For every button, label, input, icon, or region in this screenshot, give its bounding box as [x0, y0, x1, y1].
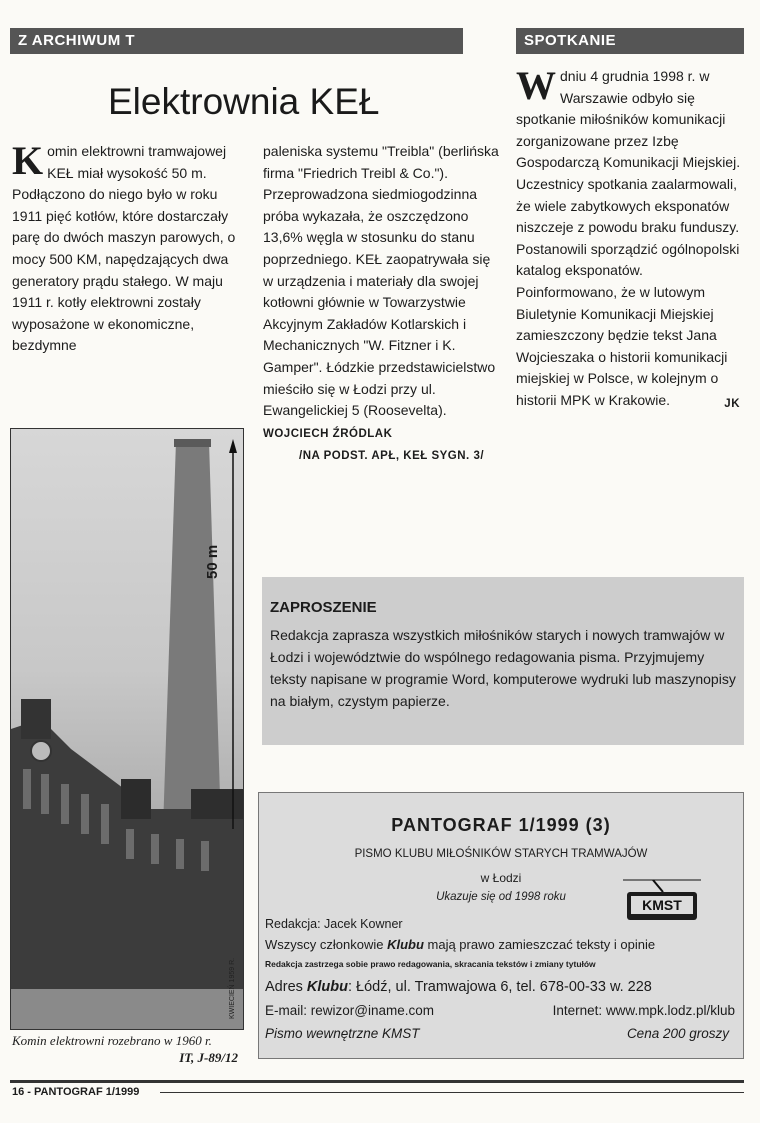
masthead-city: w Łodzi [480, 871, 522, 885]
masthead-price: Cena 200 groszy [626, 1026, 729, 1041]
chimney-photo [10, 428, 244, 1030]
meeting-text-1: dniu 4 grudnia 1998 r. w Warszawie odbyło się spotkanie miłośników komunikacji zorganizowane przez Izbę Gospodarczą Komunikacji Miejskiej. [516, 68, 741, 171]
section-header-meeting [516, 28, 744, 54]
meeting-text-2: Uczestnicy spotkania zaalarmowali, że wiele zabytkowych eksponatów niszczeje z powodu braku funduszy. Postanowili sporządzić ogólnopolski katalog eksponatów. Poinformowano, że w lutowym Biuletynie Komunikacji Miejskiej zamieszczony będzie tekst Jana Wojcieszaka o historii komunikacji miejskiej w Polsce, w kolejnym o historii MPK w Krakowie. [516, 175, 740, 408]
chimney-top [174, 439, 211, 447]
masthead-subtitle: PISMO KLUBU MIŁOŚNIKÓW STARYCH TRAMWAJÓW [354, 848, 648, 860]
article-title: Elektrownia KEŁ [108, 81, 380, 122]
section-header-meeting-label: SPOTKANIE [524, 32, 617, 49]
factory-clock [31, 741, 51, 761]
invitation-title: ZAPROSZENIE [270, 599, 377, 616]
invitation-box [262, 577, 744, 745]
article-column-2 [263, 141, 503, 468]
article-source: /NA PODST. APŁ, KEŁ SYGN. 3/ [299, 450, 485, 463]
masthead-members [265, 937, 655, 952]
masthead-members-b: mają prawo zamieszczać teksty i opinie [423, 937, 656, 952]
dropcap-w: W [516, 63, 556, 108]
masthead-address-a: Adres [265, 979, 307, 995]
ground [11, 989, 243, 1029]
article-author: WOJCIECH ŹRÓDLAK [263, 427, 393, 440]
masthead-internal: Pismo wewnętrzne KMST [265, 1026, 420, 1041]
section-header-archive-label: Z ARCHIWUM T [18, 32, 136, 49]
masthead-rights: Redakcja zastrzega sobie prawo redagowania, skracania tekstów i zmiany tytułów [265, 959, 596, 969]
section-header-archive [10, 28, 463, 54]
masthead-address-club: Klubu [306, 979, 348, 995]
factory-block [121, 779, 151, 819]
invitation-text: Redakcja zaprasza wszystkich miłośników starych i nowych tramwajów w Łodzi i województwie do wspólnego redagowania pisma. Przyjmujemy teksty napisane w programie Word, komputerowe wydruki lub maszynopisy na białym, czystym papierze. [270, 627, 736, 709]
masthead-title: PANTOGRAF 1/1999 (3) [391, 815, 611, 835]
masthead-address [265, 979, 652, 995]
article-col2-text: paleniska systemu "Treibla" (berlińska firma "Friedrich Treibl & Co."). Przeprowadzona siedmiogodzinna próba wykazała, że oszczędzono 13,6% węgla w stosunku do stanu poprzedniego. KEŁ zaopatrywała się w urządzenia i materiały dla swojej kotłowni głównie w Towarzystwie Akcyjnym Zakładów Kotlarskich i Mechanicznych "W. Fitzner i K. Gamper". Łódzkie przedstawicielstwo mieściło się w Łodzi przy ul. Ewangelickiej 5 (Roosevelta). [263, 143, 499, 419]
masthead-address-b: : Łódź, ul. Tramwajowa 6, tel. 678-00-33 w. 228 [348, 979, 652, 995]
footer-rule [10, 1080, 744, 1083]
masthead-box [258, 792, 744, 1059]
height-label: 50 m [204, 544, 221, 579]
masthead-email: E-mail: rewizor@iname.com [265, 1003, 434, 1018]
masthead-since: Ukazuje się od 1998 roku [436, 891, 566, 903]
height-arrow-head [229, 439, 237, 453]
photo-reference: IT, J-89/12 [179, 1050, 238, 1065]
article-col1-text: omin elektrowni tramwajowej KEŁ miał wysokość 50 m. Podłączono do niego było w roku 1911 pięć kotłów, które dostarczały parę do dwóch maszyn parowych, o mocy 500 KM, napędzających dwa generatory prądu stałego. W maju 1911 r. kotły elektrowni zostały wyposażone w ekonomiczne, bezdymne [12, 143, 236, 354]
factory-block-right [191, 789, 243, 819]
photo-credit: KWIECIEŃ 1959 R. [229, 957, 236, 1019]
masthead-internet: Internet: www.mpk.lodz.pl/klub [552, 1003, 735, 1018]
masthead-editor: Redakcja: Jacek Kowner [265, 917, 403, 931]
meeting-initials: JK [724, 397, 740, 410]
photo-caption: Komin elektrowni rozebrano w 1960 r. [12, 1033, 212, 1048]
masthead-members-club: Klubu [387, 937, 424, 952]
footer-rule-thin [160, 1092, 744, 1093]
chimney-shape [163, 441, 221, 829]
chimney-illustration [11, 429, 243, 1029]
masthead-members-a: Wszyscy członkowie [265, 937, 388, 952]
factory-tower [21, 699, 51, 739]
footer-page-label: 16 - PANTOGRAF 1/1999 [12, 1086, 140, 1098]
meeting-article [516, 63, 746, 415]
dropcap-k: K [12, 138, 44, 183]
article-column-1 [12, 138, 244, 357]
kmst-logo [623, 878, 701, 924]
kmst-logo-text: KMST [642, 897, 682, 913]
